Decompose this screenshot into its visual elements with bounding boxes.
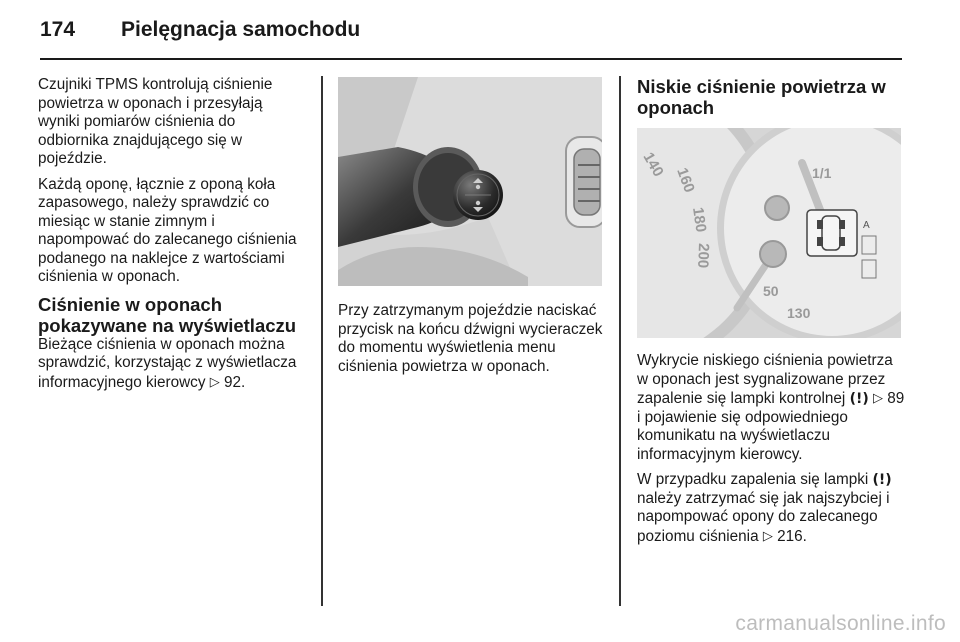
paragraph-text: W przypadku zapalenia się lampki <box>637 471 869 488</box>
fuel-full-label: 1/1 <box>812 165 832 181</box>
tpms-lamp-icon: (!) <box>872 472 892 488</box>
page-number: 174 <box>40 18 76 41</box>
page-title: Pielęgnacja samochodu <box>121 18 361 41</box>
page-ref-arrow-icon: ▷ <box>873 390 884 405</box>
section-heading-display: Ciśnienie w oponach pokazywane na wyświetlaczu <box>38 293 297 336</box>
page-header <box>40 14 920 48</box>
instrument-cluster-illustration <box>637 128 901 338</box>
speed-label-200: 200 <box>694 242 712 269</box>
page-ref-arrow-icon: ▷ <box>209 373 220 389</box>
paragraph-text: i pojawienie się odpowiedniego komunikatu na wyświetlaczu informacyjnym kierowcy. <box>637 408 848 463</box>
paragraph-low-pressure-detection <box>637 352 907 464</box>
page-ref-link[interactable]: 216. <box>777 527 807 545</box>
speed-label-160: 160 <box>673 165 698 195</box>
watermark-logo: carmanualsonline.info <box>735 612 946 635</box>
paragraph-stop-and-inflate <box>637 471 907 546</box>
column-2 <box>338 302 608 383</box>
header-rule <box>40 58 902 60</box>
temp-label-50: 50 <box>763 283 779 299</box>
page-ref-link[interactable]: 92. <box>223 373 246 391</box>
lcd-mode-label: A <box>863 220 870 231</box>
paragraph-text: Bieżące ciśnienia w oponach można sprawdzić, korzystając z wyświetlacza informacyjnego kierowcy <box>38 335 297 391</box>
column-3 <box>637 352 907 553</box>
page-ref-arrow-icon: ▷ <box>762 527 773 543</box>
paragraph-text: należy zatrzymać się jak najszybciej i napompować opony do zalecanego poziomu ciśnienia <box>637 489 890 545</box>
paragraph-display-pressure <box>38 336 303 393</box>
wiper-lever-illustration <box>338 77 602 286</box>
page-ref-link[interactable]: 89 <box>887 390 905 407</box>
figure-caption-lever: Przy zatrzymanym pojeździe naciskać przycisk na końcu dźwigni wycieraczek do momentu wyświetlenia menu ciśnienia powietrza w oponach. <box>338 302 603 375</box>
column-divider-2 <box>619 76 621 606</box>
temp-label-130: 130 <box>787 305 811 321</box>
paragraph-tpms-sensors: Czujniki TPMS kontrolują ciśnienie powietrza w oponach i przesyłają wyniki pomiarów ciśnienia do odbiornika znajdującego się w pojeździe. <box>38 76 273 167</box>
section-heading-low-pressure: Niskie ciśnienie powietrza w oponach <box>637 76 886 118</box>
column-1 <box>38 76 303 399</box>
column-3-heading-block <box>637 76 907 118</box>
speed-label-180: 180 <box>689 206 710 234</box>
column-divider-1 <box>321 76 323 606</box>
paragraph-monthly-check: Każdą oponę, łącznie z oponą koła zapasowego, należy sprawdzić co miesiąc w stanie zimnym i napompować do zalecanego ciśnienia podanego na naklejce z wartościami ciśnienia w oponach. <box>38 175 297 285</box>
paragraph-text: Wykrycie niskiego ciśnienia powietrza w oponach jest sygnalizowane przez zapalenie się lampki kontrolnej <box>637 352 893 407</box>
speed-label-140: 140 <box>639 149 667 180</box>
tpms-lamp-icon: (!) <box>849 391 869 407</box>
